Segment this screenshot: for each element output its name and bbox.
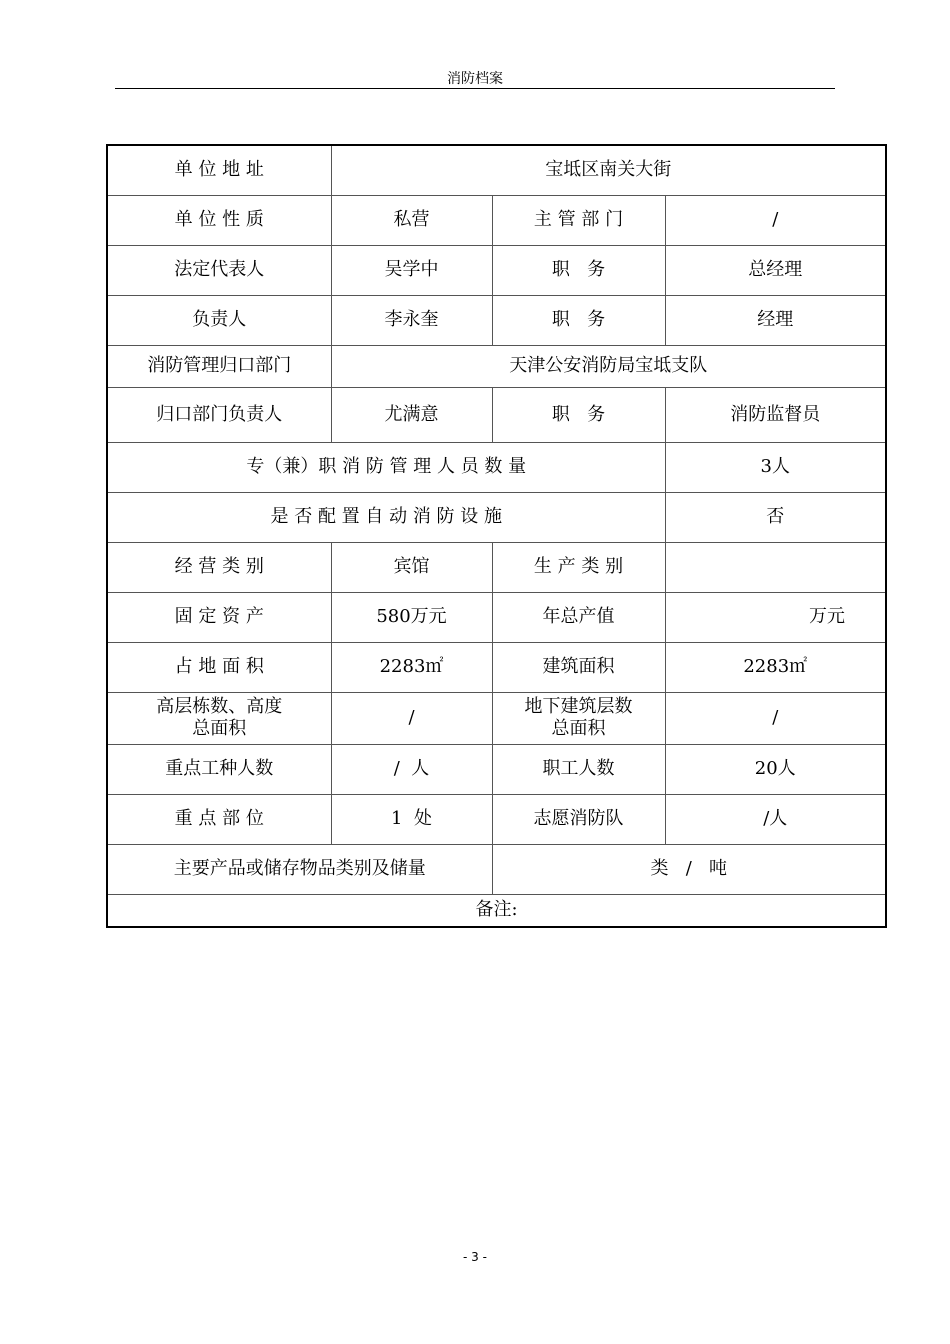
label-products: 主要产品或储存物品类别及储量 <box>107 844 492 894</box>
label-key-workers: 重点工种人数 <box>107 744 331 794</box>
value-nature: 私营 <box>331 195 492 245</box>
label-position: 职 务 <box>492 295 665 345</box>
page-header-title: 消防档案 <box>447 71 503 87</box>
label-highrise-line2: 总面积 <box>192 718 247 739</box>
label-legal-rep: 法定代表人 <box>107 245 331 295</box>
label-land-area: 占 地 面 积 <box>107 642 331 692</box>
row-highrise <box>107 692 886 744</box>
label-annual-output: 年总产值 <box>492 592 665 642</box>
label-dept-head: 归口部门负责人 <box>107 387 331 442</box>
label-fire-dept: 消防管理归口部门 <box>107 345 331 387</box>
fire-archive-table <box>106 144 887 928</box>
value-highrise: / <box>331 692 492 744</box>
row-legal-rep <box>107 245 886 295</box>
label-underground <box>492 692 665 744</box>
label-highrise-line1: 高层栋数、高度 <box>156 696 283 717</box>
row-key-parts <box>107 794 886 844</box>
label-auto-facilities: 是 否 配 置 自 动 消 防 设 施 <box>107 492 665 542</box>
value-key-parts: 1 处 <box>331 794 492 844</box>
value-production <box>665 542 886 592</box>
value-annual-output: 万元 <box>665 592 886 642</box>
label-assets: 固 定 资 产 <box>107 592 331 642</box>
row-nature <box>107 195 886 245</box>
value-building-area: 2283㎡ <box>665 642 886 692</box>
value-underground: / <box>665 692 886 744</box>
label-person-in-charge: 负责人 <box>107 295 331 345</box>
label-remarks: 备注: <box>107 894 886 927</box>
row-fire-staff <box>107 442 886 492</box>
row-business <box>107 542 886 592</box>
label-underground-line1: 地下建筑层数 <box>524 696 633 717</box>
value-address: 宝坻区南关大街 <box>331 145 886 195</box>
page-number: - 3 - <box>463 1250 487 1264</box>
value-employees: 20人 <box>665 744 886 794</box>
value-person-in-charge: 李永奎 <box>331 295 492 345</box>
row-person-in-charge <box>107 295 886 345</box>
value-volunteer-team: /人 <box>665 794 886 844</box>
value-assets: 580万元 <box>331 592 492 642</box>
label-production: 生 产 类 别 <box>492 542 665 592</box>
label-fire-staff: 专（兼）职 消 防 管 理 人 员 数 量 <box>107 442 665 492</box>
value-key-workers: / 人 <box>331 744 492 794</box>
row-dept-head <box>107 387 886 442</box>
value-position: 总经理 <box>665 245 886 295</box>
row-address <box>107 145 886 195</box>
value-position: 消防监督员 <box>665 387 886 442</box>
label-employees: 职工人数 <box>492 744 665 794</box>
label-position: 职 务 <box>492 387 665 442</box>
value-position: 经理 <box>665 295 886 345</box>
label-address: 单 位 地 址 <box>107 145 331 195</box>
value-legal-rep: 吴学中 <box>331 245 492 295</box>
header-rule <box>115 88 835 89</box>
label-supervisor-dept: 主 管 部 门 <box>492 195 665 245</box>
value-products: 类 / 吨 <box>492 844 886 894</box>
value-fire-staff: 3人 <box>665 442 886 492</box>
label-business: 经 营 类 别 <box>107 542 331 592</box>
label-key-parts: 重 点 部 位 <box>107 794 331 844</box>
value-auto-facilities: 否 <box>665 492 886 542</box>
row-products <box>107 844 886 894</box>
label-nature: 单 位 性 质 <box>107 195 331 245</box>
row-assets <box>107 592 886 642</box>
label-volunteer-team: 志愿消防队 <box>492 794 665 844</box>
row-auto-facilities <box>107 492 886 542</box>
value-fire-dept: 天津公安消防局宝坻支队 <box>331 345 886 387</box>
label-underground-line2: 总面积 <box>551 718 606 739</box>
row-fire-dept <box>107 345 886 387</box>
row-area <box>107 642 886 692</box>
value-dept-head: 尤满意 <box>331 387 492 442</box>
value-supervisor-dept: / <box>665 195 886 245</box>
label-building-area: 建筑面积 <box>492 642 665 692</box>
value-business: 宾馆 <box>331 542 492 592</box>
row-key-workers <box>107 744 886 794</box>
value-land-area: 2283㎡ <box>331 642 492 692</box>
label-highrise <box>107 692 331 744</box>
row-remarks <box>107 894 886 927</box>
label-position: 职 务 <box>492 245 665 295</box>
